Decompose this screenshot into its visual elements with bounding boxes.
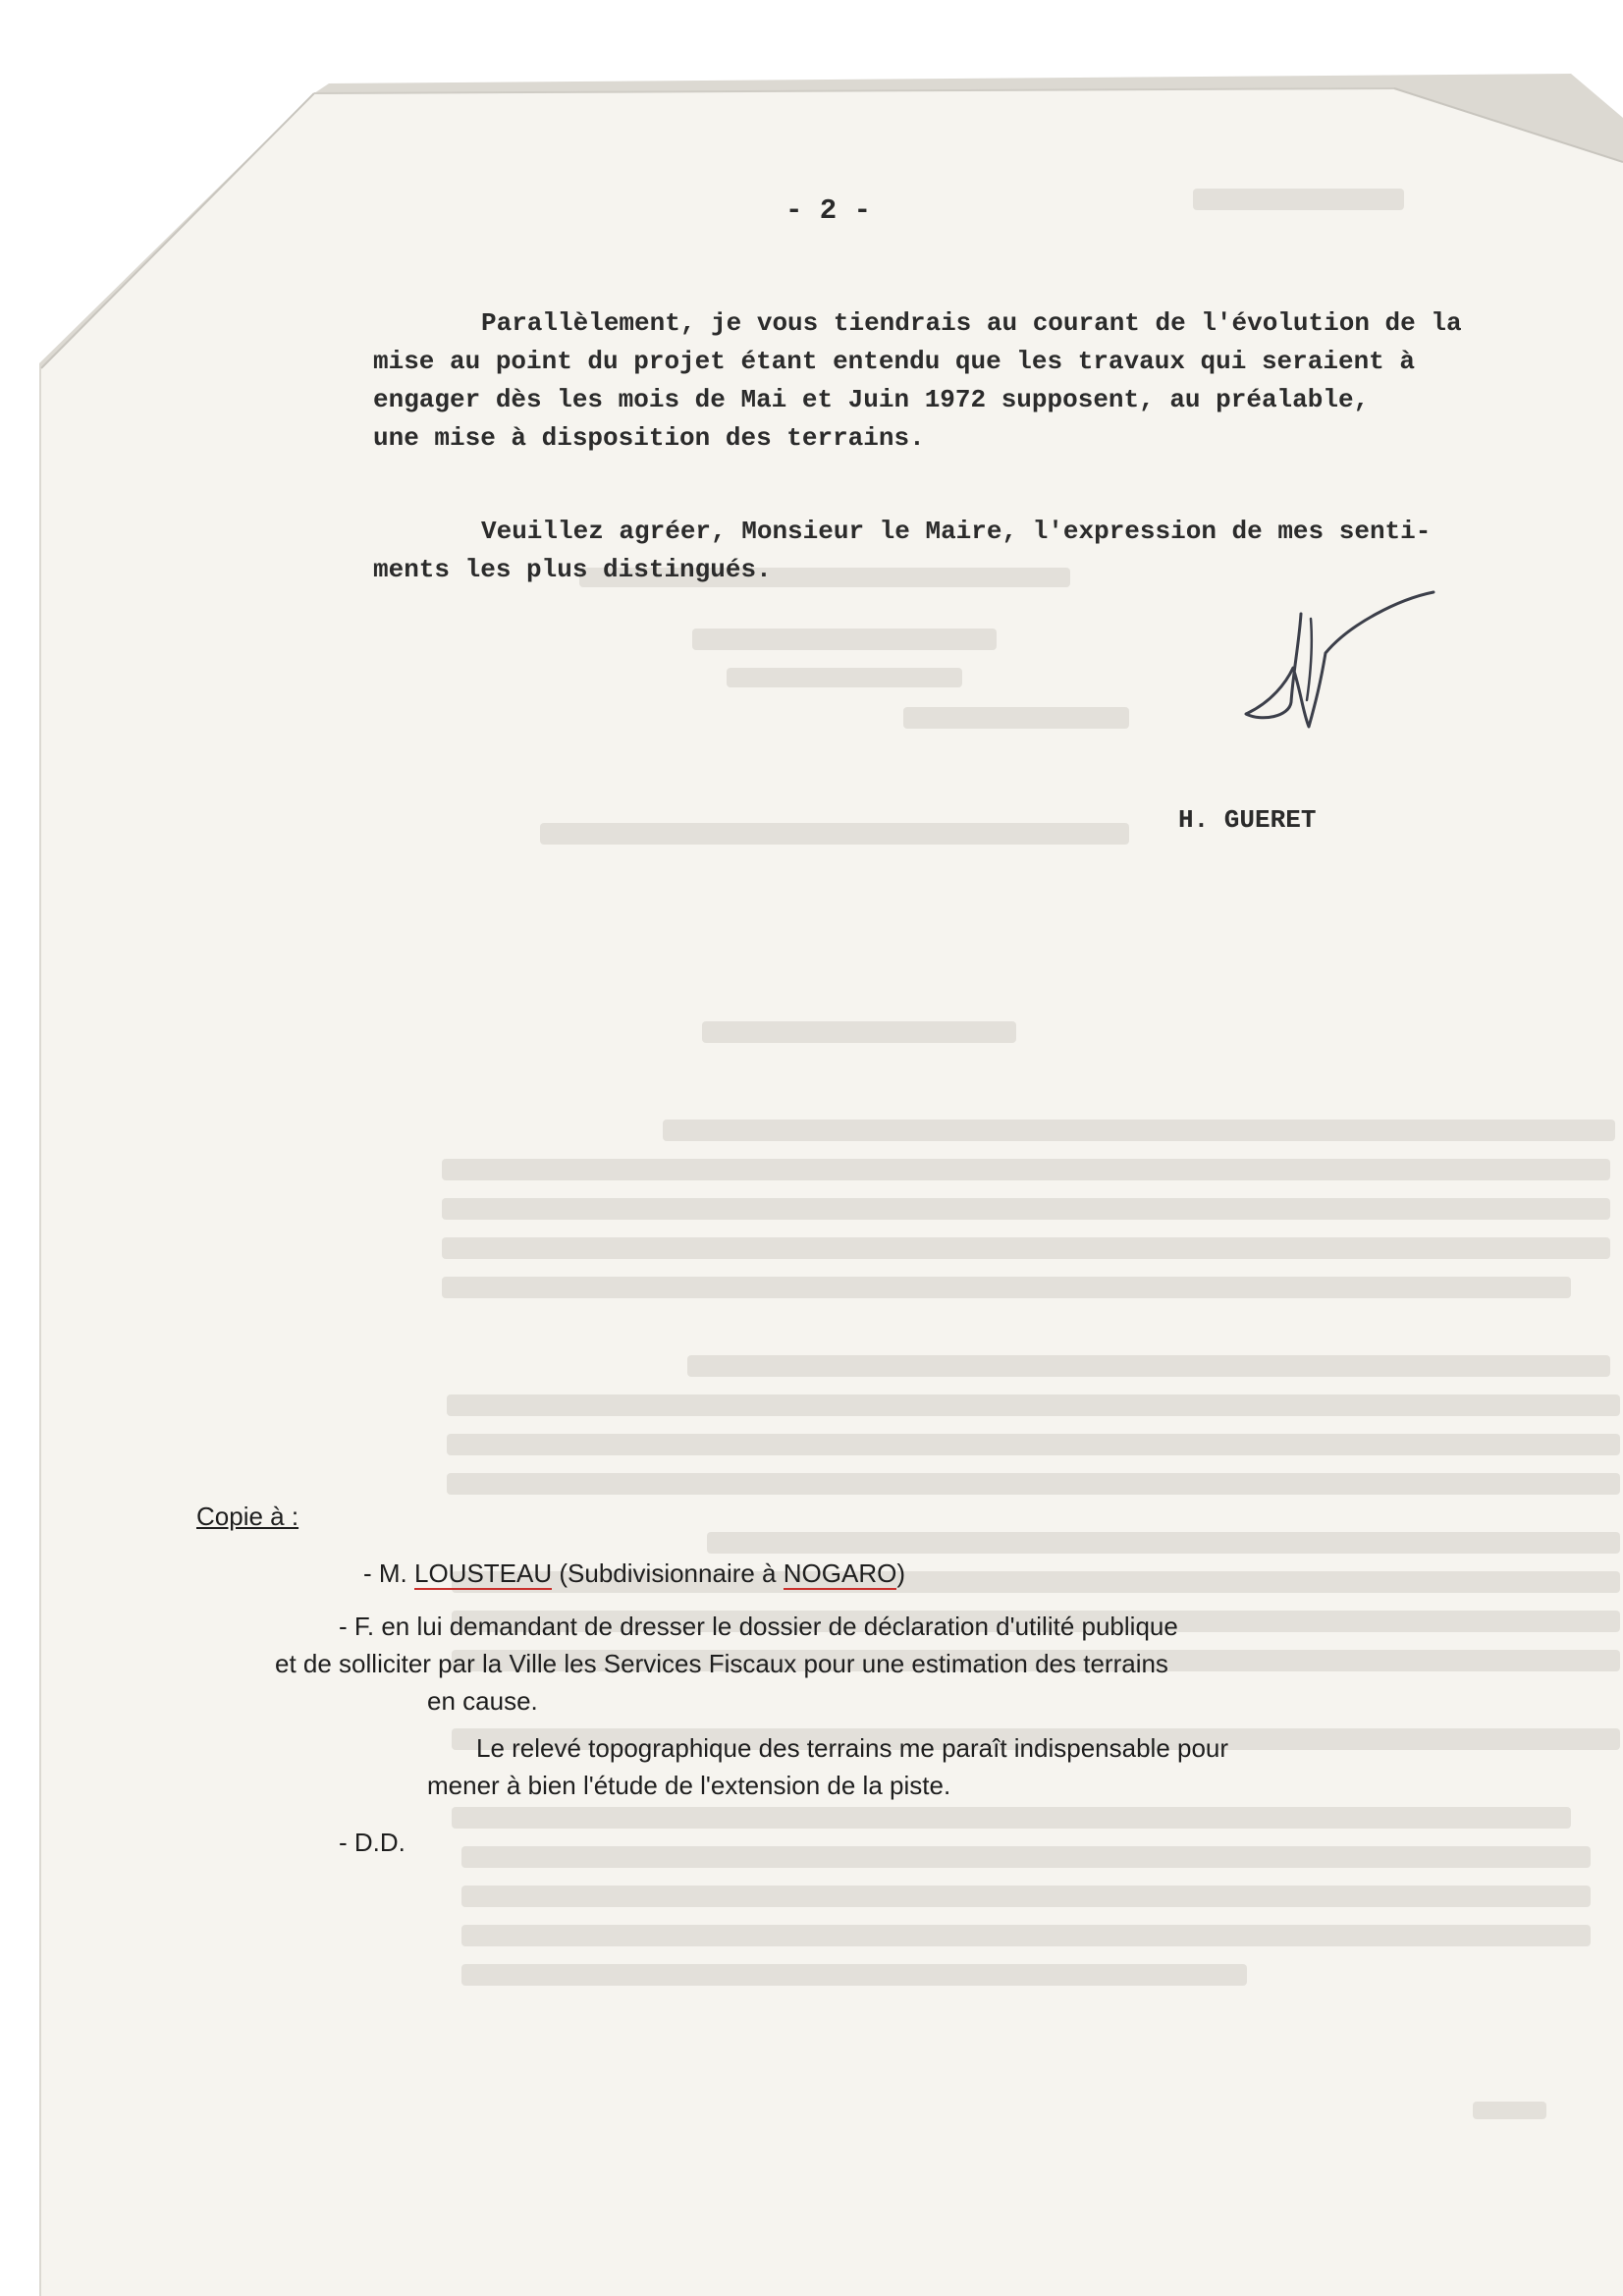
paragraph-continuation: [373, 304, 1561, 458]
recipient-f: [339, 1608, 1178, 1645]
text-line: ments les plus distingués.: [373, 555, 772, 584]
text-line: en lui demandant de dresser le dossier de déclaration d'utilité publique: [381, 1612, 1178, 1641]
recipient-detail-close: ): [896, 1558, 906, 1588]
recipient-prefix: - M.: [363, 1558, 407, 1588]
text-line: et de solliciter par la Ville les Services Fiscaux pour une estimation des terrains: [275, 1649, 1168, 1678]
recipient-place: NOGARO: [783, 1558, 897, 1588]
text-line: engager dès les mois de Mai et Juin 1972 supposent, au préalable,: [373, 385, 1370, 414]
closing-formula: [373, 513, 1561, 589]
page-number: - 2 -: [785, 194, 872, 227]
text-line: mise au point du projet étant entendu que les travaux qui seraient à: [373, 347, 1415, 376]
text-line: Veuillez agréer, Monsieur le Maire, l'expression de mes senti-: [481, 517, 1432, 546]
handwritten-signature: [1232, 584, 1448, 741]
copies-heading: Copie à :: [196, 1502, 299, 1531]
recipient-dd: - D.D.: [339, 1828, 406, 1857]
text-line: une mise à disposition des terrains.: [373, 423, 925, 453]
text-line: Parallèlement, je vous tiendrais au courant de l'évolution de la: [481, 308, 1462, 338]
recipient-prefix: - F.: [339, 1612, 375, 1641]
text-line: mener à bien l'étude de l'extension de la piste.: [427, 1771, 951, 1800]
text-line: Le relevé topographique des terrains me paraît indispensable pour: [476, 1733, 1229, 1763]
text-line: en cause.: [427, 1686, 538, 1716]
recipient-detail: (Subdivisionnaire à: [559, 1558, 777, 1588]
signatory-name: H. GUERET: [1178, 805, 1317, 835]
recipient-name: LOUSTEAU: [414, 1558, 553, 1588]
recipient-lousteau: [363, 1555, 905, 1592]
